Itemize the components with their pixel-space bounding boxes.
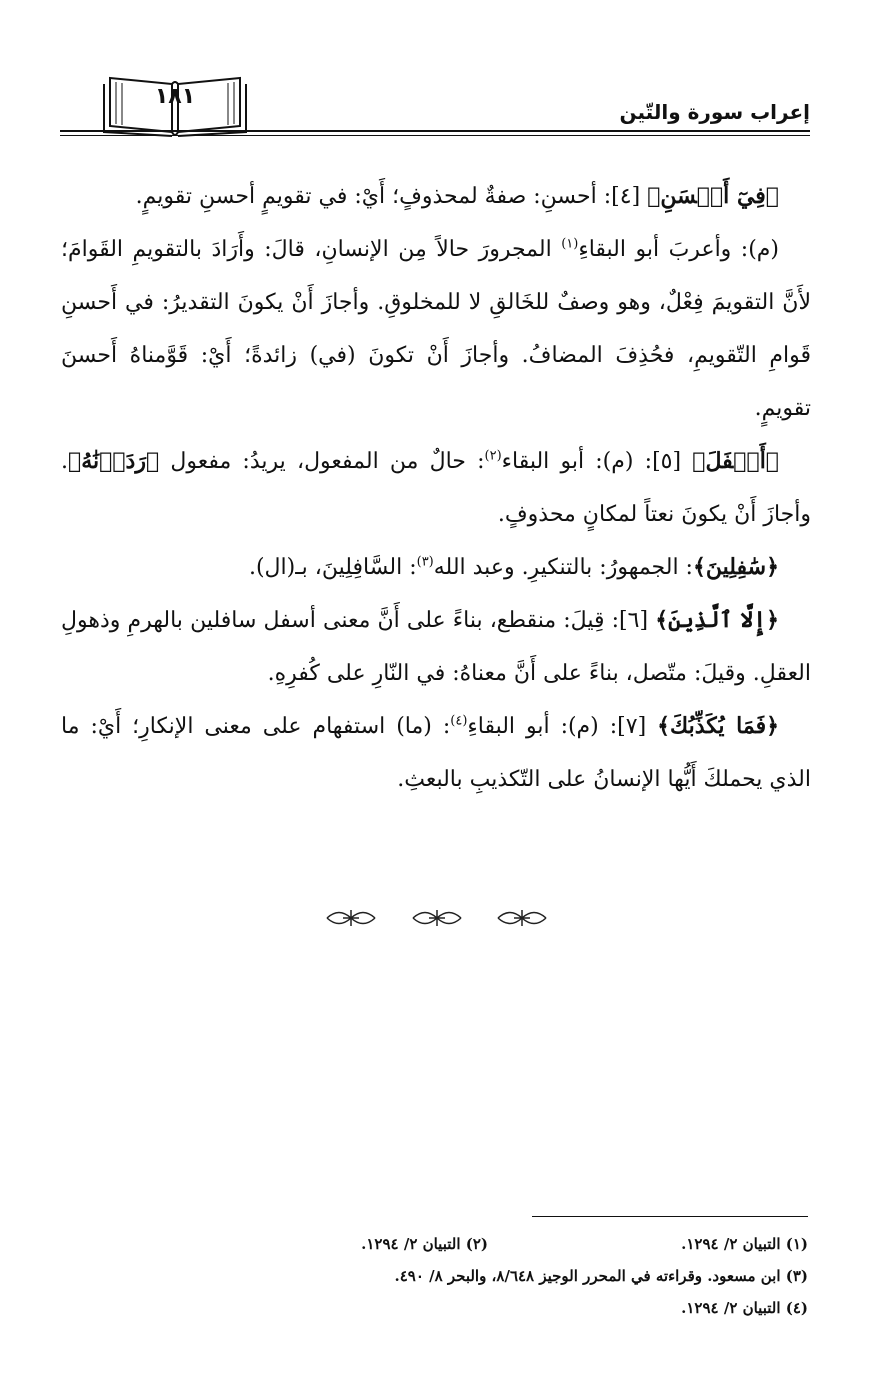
verse-ref: [٧]: xyxy=(609,714,647,739)
paragraph-verse-6 xyxy=(61,594,811,700)
footnotes xyxy=(168,1228,808,1324)
paragraph-text: : (ما) استفهام على معنى الإنكارِ؛ أَيْ: ما الذي يحملكَ أَيُّها الإنسانُ على التّكذيبِ بالبعثِ. xyxy=(61,714,811,792)
footnote-1: (١) التبيان ٢/ ١٢٩٤. xyxy=(681,1235,808,1253)
flourish-icon xyxy=(325,905,377,931)
flourish-icon xyxy=(411,905,463,931)
paragraph-text: . وأجازَ أَنْ يكونَ نعتاً لمكانٍ محذوفٍ. xyxy=(61,449,811,527)
header-rule xyxy=(60,130,810,132)
footnote-3: (٣) ابن مسعود. وقراءته في المحرر الوجيز ٨/٦٤٨، والبحر ٨/ ٤٩٠. xyxy=(394,1267,808,1285)
header-rule-thin xyxy=(60,135,810,136)
quran-phrase: ﴿فَمَا يُكَذِّبُكَ﴾ xyxy=(657,713,779,739)
flourish-icon xyxy=(496,905,548,931)
paragraph-safilin xyxy=(61,541,811,594)
quran-phrase: ﴿رَدَدۡنَٰهُ﴾ xyxy=(68,448,160,474)
main-text xyxy=(61,170,811,806)
paragraph-text: : حالٌ من المفعول، يريدُ: مفعول xyxy=(170,449,485,474)
footnote-marker: (٤) xyxy=(450,713,468,729)
quran-phrase: ﴿إِلَّا ٱلَّذِينَ﴾ xyxy=(655,607,780,633)
footnote-row xyxy=(168,1228,808,1260)
paragraph-abul-baqa-1 xyxy=(61,223,811,435)
footnote-marker: (٢) xyxy=(484,448,502,464)
verse-ref: [٥]: xyxy=(644,449,682,474)
footnote-4: (٤) التبيان ٢/ ١٢٩٤. xyxy=(681,1299,808,1317)
running-title: إعراب سورة والتّين xyxy=(619,100,810,124)
verse-ref: [٦]: xyxy=(611,608,649,633)
footnote-marker: (٣) xyxy=(416,554,434,570)
paragraph-text: (م): أبو البقاء xyxy=(501,449,634,474)
footnote-marker: (١) xyxy=(561,236,579,252)
paragraph-text: قِيلَ: منقطع، بناءً على أَنَّ معنى أسفل سافلين بالهرمِ وذهولِ العقلِ. وقيلَ: متّصل، بناءً على أَنَّ معناهُ: في النّارِ على كُفرِهِ. xyxy=(61,608,811,686)
verse-ref: [٤]: xyxy=(603,184,641,209)
page-number: ١٨١ xyxy=(154,84,196,109)
paragraph-text: (م): أبو البقاءِ xyxy=(467,714,599,739)
footnote-separator xyxy=(532,1216,808,1217)
paragraph-verse-4 xyxy=(61,170,811,223)
footnote-2: (٢) التبيان ٢/ ١٢٩٤. xyxy=(361,1235,488,1253)
section-ornament xyxy=(0,905,873,935)
paragraph-verse-7 xyxy=(61,700,811,806)
quran-phrase: ﴿سَٰفِلِينَ﴾ xyxy=(692,554,779,580)
paragraph-text: أحسنِ: صفةٌ لمحذوفٍ؛ أَيْ: في تقويمٍ أحسنِ تقويمٍ. xyxy=(135,184,597,209)
paragraph-text: المجرورَ حالاً مِن الإنسانِ، قالَ: وأَرَادَ بالتقويمِ القَوامَ؛ لأَنَّ التقويمَ فِعْلٌ، وهو وصفٌ للخَالقِ لا للمخلوقِ. وأجازَ أَنْ يكونَ التقديرُ: في أَحسنِ قَوامِ التّقويمِ، فحُذِفَ المضافُ. وأجازَ أَنْ تكونَ (في) زائدةً؛ أَيْ: قَوَّمناهُ أَحسنَ تقويمٍ. xyxy=(61,237,811,421)
paragraph-text: : السَّافِلِينَ، بـ(ال). xyxy=(248,555,417,580)
paragraph-text: : الجمهورُ: بالتنكيرِ. وعبد الله xyxy=(433,555,693,580)
quran-phrase: ﴿أَسۡفَلَ﴾ xyxy=(692,448,780,474)
paragraph-text: (م): وأعربَ أبو البقاءِ xyxy=(578,237,779,262)
quran-phrase: ﴿فِيٓ أَحۡسَنِ﴾ xyxy=(647,183,779,209)
page-header xyxy=(60,60,810,140)
paragraph-verse-5 xyxy=(61,435,811,541)
